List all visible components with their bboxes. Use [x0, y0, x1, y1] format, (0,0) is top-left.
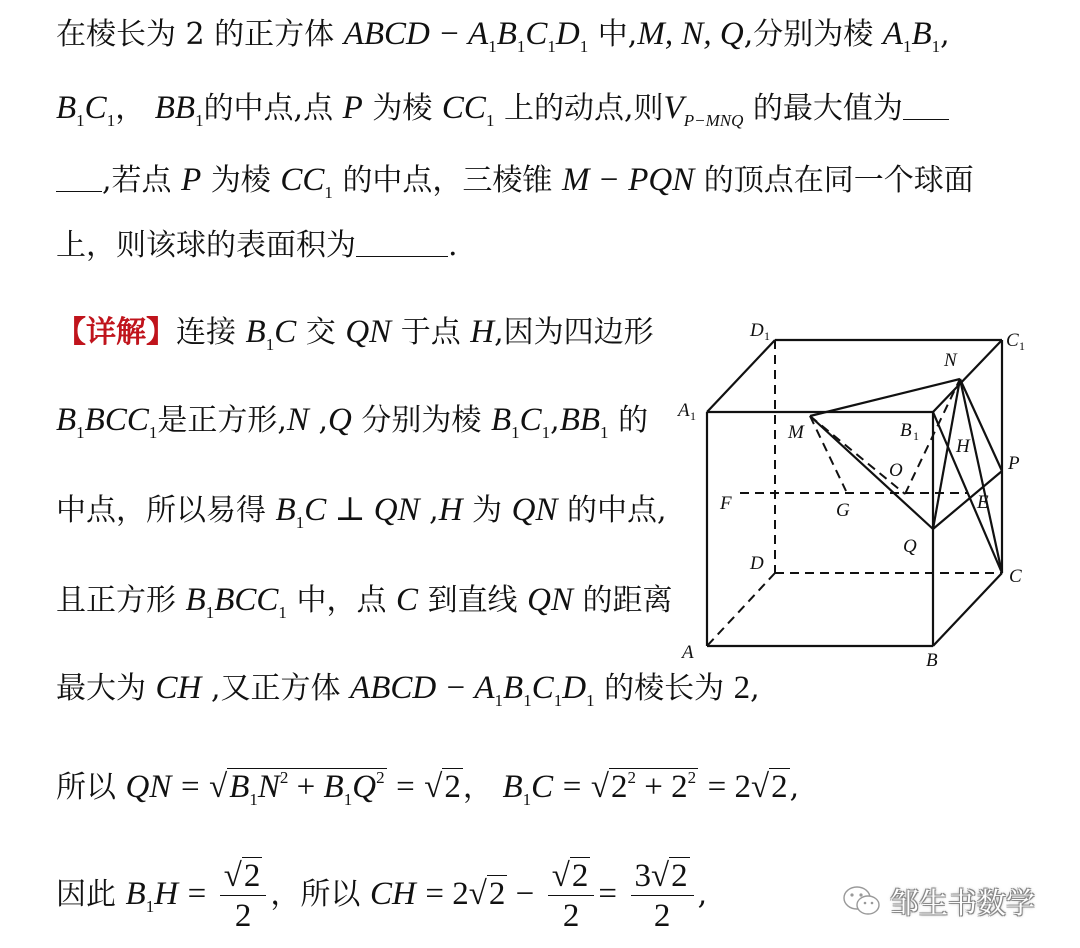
cube-name: ABCD − $A_1B_1C_1D_1$ — [343, 16, 589, 56]
volume-symbol: $V_{P-MNQ}$ — [663, 90, 744, 130]
watermark — [842, 876, 1035, 926]
svg-text:1: 1 — [764, 329, 770, 343]
fraction-1: $\frac{√2}{2}$ — [220, 857, 267, 936]
svg-text:M: M — [788, 422, 804, 443]
wechat-icon — [842, 884, 882, 918]
svg-text:Q: Q — [903, 536, 917, 557]
problem-line-4: 上，则该球的表面积为 . — [56, 228, 458, 263]
svg-text:A: A — [678, 400, 690, 421]
solution-line-7: 因此 $B_1H$ = $\frac{√2}{2}$ ，所以 CH = 2√2 − $\frac{√2}{2}$ = $\frac{3√2}{2}$ , — [56, 857, 708, 934]
svg-text:F: F — [720, 493, 732, 514]
solution-line-2: $B_1BCC_1$是正方形,N ,Q 分别为棱 $B_1C_1,BB_1$ 的 — [56, 402, 649, 442]
svg-text:O: O — [889, 460, 903, 481]
solution-line-4: 且正方形 $B_1BCC_1$ 中，点 C 到直线 QN 的距离 — [56, 582, 673, 622]
svg-text:A: A — [682, 642, 694, 663]
fraction-3: $\frac{3√2}{2}$ — [631, 857, 694, 936]
svg-text:B: B — [926, 650, 938, 671]
svg-text:1: 1 — [1019, 339, 1025, 353]
cube-figure — [670, 316, 1030, 676]
svg-text:D: D — [750, 320, 764, 341]
problem-line-3: ,若点 P 为棱 $CC_1$ 的中点，三棱锥 M − PQN 的顶点在同一个球面 — [56, 160, 974, 213]
radical-2: $√2^2 + 2^2$ — [590, 768, 697, 805]
svg-text:G: G — [836, 500, 850, 521]
solution-line-1: 【详解】连接 $B_1C$ 交 QN 于点 H,因为四边形 — [56, 314, 654, 354]
watermark-text: 邹生书数学 — [890, 885, 1036, 920]
svg-text:B: B — [900, 420, 912, 441]
svg-text:D: D — [750, 553, 764, 574]
svg-text:1: 1 — [690, 409, 696, 423]
problem-line-1: 在棱长为 2 的正方体 ABCD − $A_1B_1C_1D_1$ 中,M, N, Q,分别为棱 $A_1B_1$, — [56, 16, 950, 56]
solution-line-3: 中点，所以易得 $B_1C$ ⊥ QN ,H 为 QN 的中点, — [56, 492, 667, 532]
solution-tag: 【详解】 — [56, 315, 176, 350]
radical-1: $√B_1N^2 + B_1Q^2$ — [209, 768, 385, 809]
problem-line-2: $B_1C_1$， $BB_1$的中点,点 P 为棱 $CC_1$ 上的动点,则$V_{P-MNQ}$ 的最大值为 — [56, 88, 949, 141]
svg-text:1: 1 — [913, 429, 919, 443]
svg-text:C: C — [1009, 566, 1022, 587]
svg-text:C: C — [1006, 330, 1019, 351]
solution-line-6: 所以 QN = $√B_1N^2 + B_1Q^2 = √2$， $B_1C = √2^2 + 2^2 = 2√2$, — [56, 768, 800, 809]
svg-text:H: H — [956, 436, 970, 457]
fraction-2: $\frac{√2}{2}$ — [548, 857, 595, 936]
answer-blank-1-cont — [56, 165, 102, 192]
answer-blank-2 — [356, 230, 448, 257]
solution-line-5: 最大为 CH ,又正方体 ABCD − $A_1B_1C_1D_1$ 的棱长为 2, — [56, 670, 760, 710]
svg-text:P: P — [1008, 453, 1020, 474]
svg-text:N: N — [944, 350, 957, 371]
svg-text:E: E — [977, 492, 989, 513]
answer-blank-1 — [903, 93, 949, 120]
